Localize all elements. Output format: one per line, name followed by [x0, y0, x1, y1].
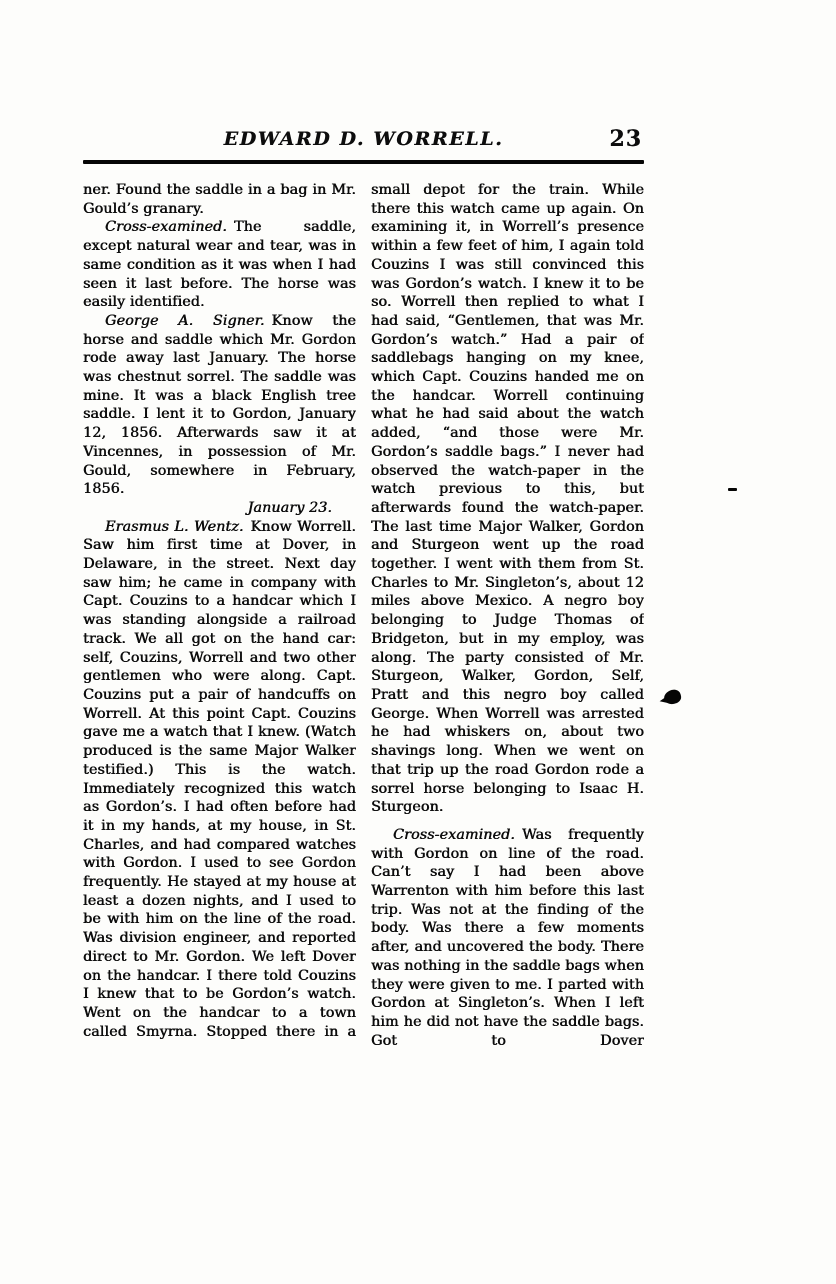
page-number: 23 — [609, 126, 642, 152]
testimony-lead: Cross-examined. — [393, 826, 515, 843]
witness-name: Erasmus L. Wentz. — [105, 518, 244, 535]
witness-name: George A. Signer. — [105, 312, 265, 329]
paragraph-text: Know Worrell. Saw him first time at Dover, in Delaware, in the street. Next day saw him; he came in company with Capt. Couzins to a handcar which I was standing alongside a railroad track. We all got on the hand car: self, Couzins, Worrell and two other gentlemen who were along. Capt. Couzins put a pair of handcuffs on Worrell. At this point Capt. Couzins gave me a watch that I knew. (Watch produced is the same Major Walker testified.) This is the watch. Immediately recognized this watch as Gordon’s. I had often before had it in my hands, at my house, in St. Charles, and had compared watches with Gordon. I used to see Gordon frequently. He stayed at my house at least a dozen nights, and I used to be with him on the line of the road. Was division engineer, and reported direct to Mr. Gordon. We left Dover on the handcar. I there told Couzins I knew that to be Gordon’s watch. Went on the handcar to a town called Smyrna. Stopped there in a — [83, 518, 356, 1040]
testimony-lead: Cross-examined. — [105, 219, 227, 236]
paragraph — [83, 518, 356, 1042]
ink-blot-mark — [663, 688, 683, 706]
paragraph-text: Was frequently with Gordon on line of the road. Can’t say I had been above Warrenton with him before this last trip. Was not at the finding of the body. Was there a few moments after, and uncovered the body. There was nothing in the saddle bags when they were given to me. I parted with Gordon at Singleton’s. When I left him he did not have the saddle bags. Got to Dover — [371, 826, 644, 1049]
paragraph-text: small depot for the train. While there this watch came up again. On examining it, in Worrell’s presence within a few feet of him, I again told Couzins I was still convinced this was Gordon’s watch. I knew it to be so. Worrell then replied to what I had said, “Gentlemen, that was Mr. Gordon’s watch.” Had a pair of saddlebags hanging on my knee, which Capt. Couzins handed me on the handcar. Worrell continuing what he had said about the watch added, “and those were Mr. Gordon’s saddle bags.” I never had observed the watch-paper in the watch previous to this, but afterwards found the watch-paper. The last time Major Walker, Gordon and Sturgeon went up the road together. I went with them from St. Charles to Mr. Singleton’s, about 12 miles above Mexico. A negro boy belonging to Judge Thomas of Bridgeton, but in my employ, was along. The party consisted of Mr. Sturgeon, Walker, Gordon, Self, Pratt and this negro boy called George. When Worrell was arrested he had whiskers on, about two shavings long. When we went on that trip up the road Gordon rode a sorrel horse belonging to Isaac H. Sturgeon. — [371, 182, 644, 816]
running-head — [83, 126, 644, 158]
paragraph-text: Know the horse and saddle which Mr. Gordon rode away last January. The horse was chestnut sorrel. The saddle was mine. It was a black English tree saddle. I lent it to Gordon, January 12, 1856. Afterwards saw it at Vincennes, in possession of Mr. Gould, somewhere in February, 1856. — [83, 312, 356, 498]
paragraph-text: ner. Found the saddle in a bag in Mr. Gould’s granary. — [83, 182, 356, 217]
paragraph-text: The saddle, except natural wear and tear, was in same condition as it was when I had seen it last before. The horse was easily identified. — [83, 219, 356, 311]
date-heading: January 23. — [247, 499, 332, 516]
right-column — [371, 181, 644, 1129]
paragraph — [83, 181, 356, 218]
paragraph — [83, 218, 356, 312]
paragraph — [371, 826, 644, 1050]
left-column — [83, 181, 356, 1129]
page-title: EDWARD D. WORRELL. — [223, 128, 504, 150]
header-rule — [83, 160, 644, 164]
paragraph — [83, 312, 356, 499]
text-columns — [83, 181, 645, 1129]
ink-dash-mark — [728, 488, 737, 491]
paragraph — [371, 181, 644, 817]
